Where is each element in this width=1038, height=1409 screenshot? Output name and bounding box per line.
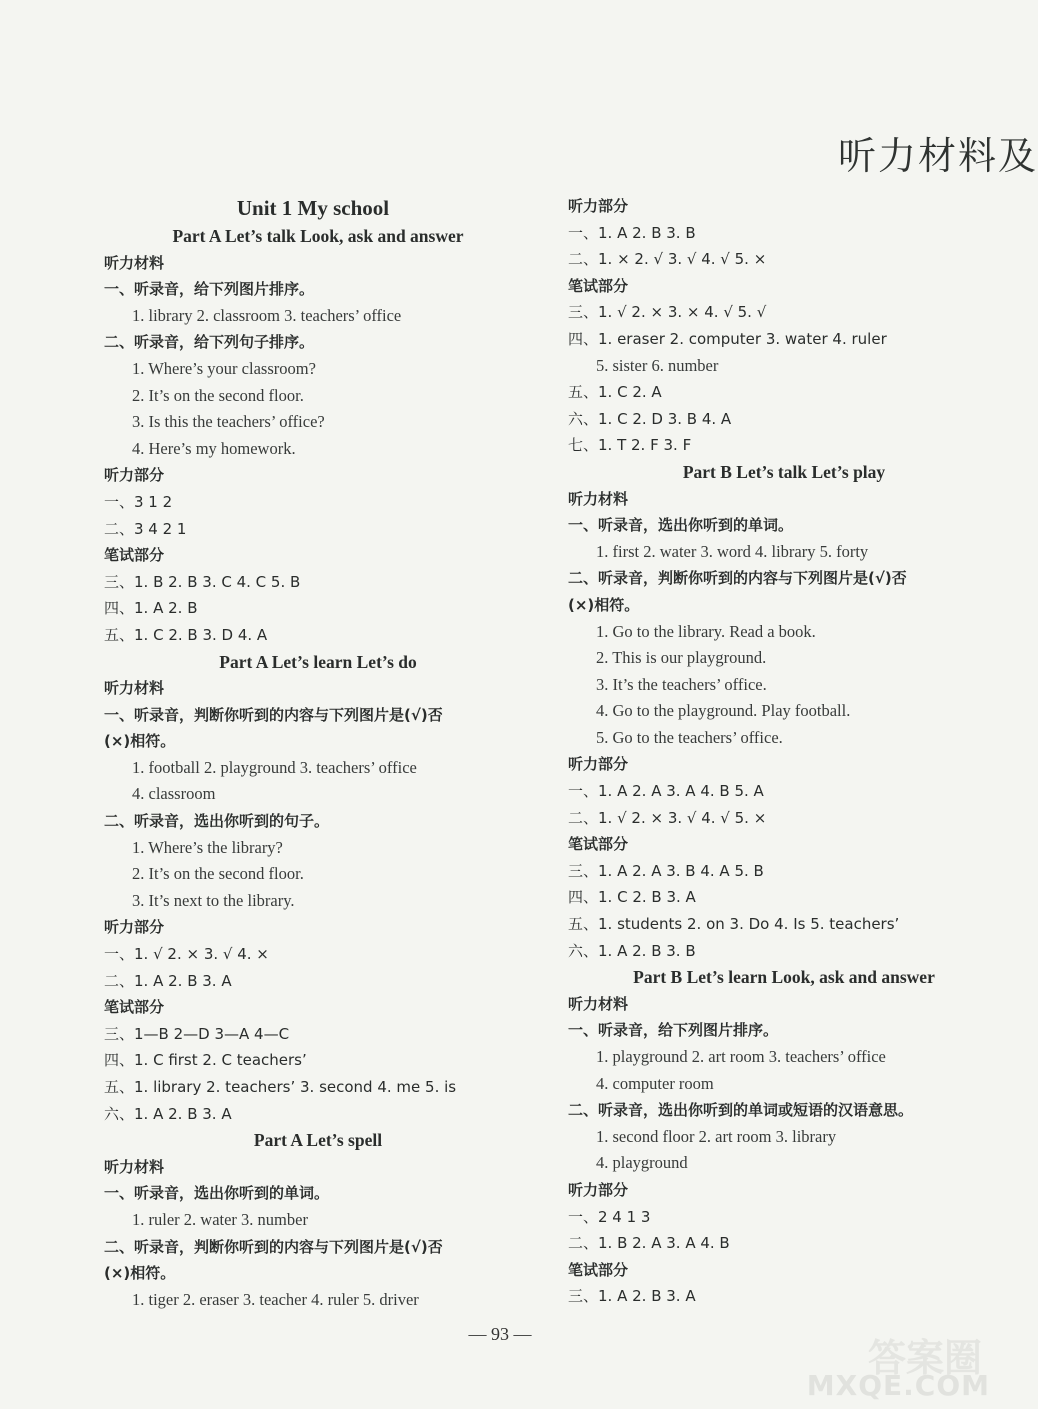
line-section: 听力材料 xyxy=(568,489,629,508)
line-item: 1. playground 2. art room 3. teachers’ office xyxy=(596,1047,886,1066)
line-part-title: Part A Let’s learn Let’s do xyxy=(219,651,417,672)
line-section: 笔试部分 xyxy=(104,998,165,1017)
corner-title: 听力材料及 xyxy=(838,134,1038,178)
line-item: 4. playground xyxy=(596,1153,688,1173)
line-item: 2. It’s on the second floor. xyxy=(132,864,304,884)
line-ans: 四、1. C first 2. C teachers’ xyxy=(104,1051,307,1070)
line-item: 3. It’s next to the library. xyxy=(132,890,295,910)
line-section: 听力材料 xyxy=(104,1157,165,1176)
line-ans: 四、1. C 2. B 3. A xyxy=(568,888,696,907)
right-column xyxy=(568,193,1000,1310)
line-ans: 五、1. C 2. B 3. D 4. A xyxy=(104,625,268,644)
line-q: (×)相符。 xyxy=(568,595,640,614)
line-item: 1. Go to the library. Read a book. xyxy=(596,621,816,641)
line-q: 一、听录音，判断你听到的内容与下列图片是(√)否 xyxy=(104,705,443,724)
line-q: 二、听录音，给下列句子排序。 xyxy=(104,333,315,352)
watermark xyxy=(800,1325,990,1405)
line-section: 笔试部分 xyxy=(568,835,629,854)
line-section: 听力材料 xyxy=(104,253,165,272)
line-ans: 一、1. A 2. A 3. A 4. B 5. A xyxy=(568,782,764,801)
watermark-logo: 答案圈 xyxy=(867,1336,982,1380)
line-unit-title: Unit 1 My school xyxy=(236,196,390,220)
line-item: 4. Go to the playground. Play football. xyxy=(596,701,851,721)
line-q: (×)相符。 xyxy=(104,1264,176,1283)
line-ans: 三、1—B 2—D 3—A 4—C xyxy=(104,1024,290,1043)
line-ans: 二、1. B 2. A 3. A 4. B xyxy=(568,1234,730,1253)
line-part-title: Part B Let’s learn Look, ask and answer xyxy=(633,967,935,988)
left-column xyxy=(104,193,532,1313)
line-ans: 三、1. √ 2. × 3. × 4. √ 5. √ xyxy=(568,303,767,322)
line-section: 听力部分 xyxy=(568,197,629,215)
line-ans: 五、1. students 2. on 3. Do 4. Is 5. teachers’ xyxy=(568,915,900,934)
line-ans: 四、1. A 2. B xyxy=(104,599,198,618)
line-item: 2. This is our playground. xyxy=(596,648,767,668)
line-section: 听力部分 xyxy=(568,1180,629,1199)
line-q: 二、听录音，选出你听到的单词或短语的汉语意思。 xyxy=(568,1101,914,1120)
line-section: 听力材料 xyxy=(568,994,629,1013)
line-ans: 二、1. A 2. B 3. A xyxy=(104,971,232,990)
line-item: 1. Where’s the library? xyxy=(132,837,283,857)
watermark-site: MXQE.COM xyxy=(806,1369,990,1402)
line-ans: 六、1. C 2. D 3. B 4. A xyxy=(568,409,732,428)
line-ans: 三、1. B 2. B 3. C 4. C 5. B xyxy=(104,572,301,591)
line-ans: 六、1. A 2. B 3. B xyxy=(568,941,696,960)
line-section: 听力材料 xyxy=(104,679,165,698)
line-item: 1. second floor 2. art room 3. library xyxy=(596,1126,837,1146)
line-ans: 二、1. × 2. √ 3. √ 4. √ 5. × xyxy=(568,250,767,269)
line-item: 4. Here’s my homework. xyxy=(132,438,296,458)
line-part-title: Part B Let’s talk Let’s play xyxy=(682,461,886,482)
line-ans: 七、1. T 2. F 3. F xyxy=(568,436,692,455)
line-item: 1. football 2. playground 3. teachers’ office xyxy=(132,757,417,777)
line-ans: 一、1. √ 2. × 3. √ 4. × xyxy=(104,945,269,964)
line-section: 听力部分 xyxy=(568,755,629,774)
line-q: 一、听录音，给下列图片排序。 xyxy=(568,1021,779,1040)
line-item: 5. Go to the teachers’ office. xyxy=(596,727,783,747)
line-ans: 三、1. A 2. A 3. B 4. A 5. B xyxy=(568,861,764,880)
line-item: 1. Where’s your classroom? xyxy=(132,358,316,378)
line-ans: 四、1. eraser 2. computer 3. water 4. ruler xyxy=(568,329,887,348)
line-q: 一、听录音，给下列图片排序。 xyxy=(104,280,315,299)
line-item: 4. classroom xyxy=(132,784,216,804)
page-number: — 93 — xyxy=(468,1324,532,1344)
line-q: 二、听录音，选出你听到的句子。 xyxy=(104,812,330,831)
line-q: 二、听录音，判断你听到的内容与下列图片是(√)否 xyxy=(104,1237,443,1256)
line-item: 3. Is this the teachers’ office? xyxy=(132,412,325,432)
line-item: 4. computer room xyxy=(596,1073,714,1093)
line-item: 1. first 2. water 3. word 4. library 5. forty xyxy=(596,541,869,561)
line-q: (×)相符。 xyxy=(104,732,176,751)
line-ans: 六、1. A 2. B 3. A xyxy=(104,1104,232,1123)
line-part-title: Part A Let’s talk Look, ask and answer xyxy=(172,226,464,246)
line-section: 听力部分 xyxy=(104,918,165,937)
line-item: 1. library 2. classroom 3. teachers’ office xyxy=(132,305,402,325)
line-section: 听力部分 xyxy=(104,466,165,485)
line-q: 二、听录音，判断你听到的内容与下列图片是(√)否 xyxy=(568,569,907,588)
line-section: 笔试部分 xyxy=(568,276,629,295)
line-q: 一、听录音，选出你听到的单词。 xyxy=(568,516,794,535)
line-ans: 二、1. √ 2. × 3. √ 4. √ 5. × xyxy=(568,808,767,827)
line-ans: 五、1. library 2. teachers’ 3. second 4. me 5. is xyxy=(104,1078,457,1096)
line-item: 5. sister 6. number xyxy=(596,355,719,375)
line-ans: 二、3 4 2 1 xyxy=(104,519,187,538)
line-part-title: Part A Let’s spell xyxy=(253,1130,383,1151)
line-section: 笔试部分 xyxy=(568,1260,629,1279)
line-section: 笔试部分 xyxy=(104,546,165,565)
line-item: 1. ruler 2. water 3. number xyxy=(132,1209,308,1229)
line-ans: 五、1. C 2. A xyxy=(568,383,662,402)
line-item: 2. It’s on the second floor. xyxy=(132,385,304,405)
line-item: 1. tiger 2. eraser 3. teacher 4. ruler 5. driver xyxy=(132,1289,419,1309)
line-ans: 一、2 4 1 3 xyxy=(568,1207,651,1226)
line-q: 一、听录音，选出你听到的单词。 xyxy=(104,1184,330,1203)
line-ans: 一、1. A 2. B 3. B xyxy=(568,223,696,242)
line-item: 3. It’s the teachers’ office. xyxy=(596,674,767,694)
line-ans: 三、1. A 2. B 3. A xyxy=(568,1287,696,1306)
line-ans: 一、3 1 2 xyxy=(104,492,173,511)
